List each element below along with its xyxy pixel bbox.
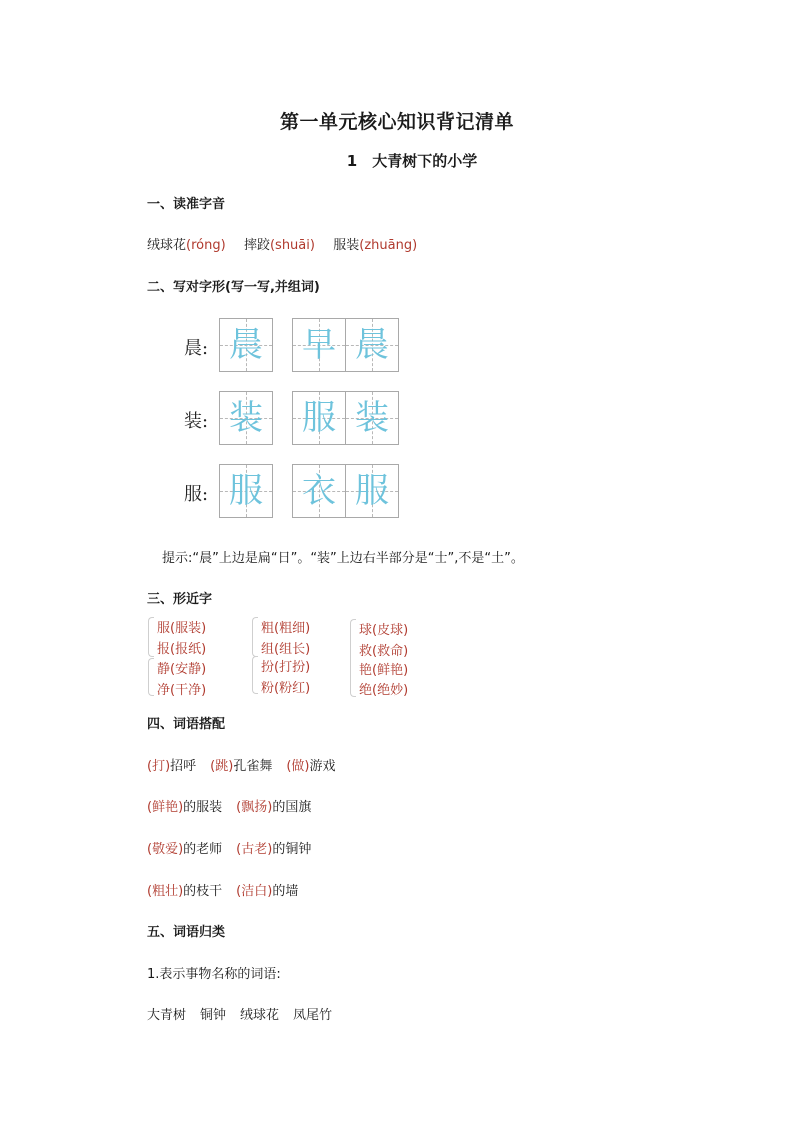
row-label: 晨: — [184, 338, 209, 359]
pinyin: (zhuāng) — [359, 238, 418, 253]
similar-char-item: 报(报纸) — [157, 642, 207, 657]
section-heading-writing: 二、写对字形(写一写,并组词) — [147, 280, 320, 295]
page-title: 第一单元核心知识背记清单 — [279, 111, 514, 133]
similar-char-item: 艳(鲜艳) — [359, 663, 409, 678]
word: 服装 — [333, 238, 360, 253]
pronunciation-line — [147, 234, 417, 253]
word-char: 早 — [302, 325, 336, 365]
pinyin: (shuāi) — [269, 238, 315, 253]
tianzige-box — [219, 391, 273, 445]
similar-char-item: 净(干净) — [157, 683, 207, 698]
tianzige-box — [345, 464, 399, 518]
noun-word: 大青树 — [147, 1008, 187, 1023]
classification-subtitle: 1.表示事物名称的词语: — [147, 967, 281, 982]
section-heading-classification: 五、词语归类 — [147, 925, 226, 940]
practice-char: 晨 — [229, 325, 263, 365]
row-label: 服: — [184, 484, 209, 505]
similar-char-item: 扮(打扮) — [261, 660, 311, 675]
tianzige-box — [345, 318, 399, 372]
practice-char: 装 — [229, 398, 263, 438]
word-char: 服 — [302, 398, 336, 438]
similar-char-item: 粉(粉红) — [261, 681, 311, 696]
similar-char-item: 服(服装) — [157, 621, 207, 636]
noun-word: 凤尾竹 — [293, 1008, 333, 1023]
word-char: 服 — [355, 471, 389, 511]
collocation-line: (粗壮)的枝干 (洁白)的墙 — [147, 884, 299, 899]
tianzige-box — [345, 391, 399, 445]
section-heading-collocation: 四、词语搭配 — [147, 717, 226, 732]
section-heading-similar-chars: 三、形近字 — [147, 592, 213, 607]
section-heading-pronunciation: 一、读准字音 — [147, 197, 226, 212]
tianzige-box — [292, 464, 346, 518]
tianzige-box — [292, 391, 346, 445]
similar-char-item: 静(安静) — [157, 662, 207, 677]
word-char: 晨 — [355, 325, 389, 365]
tianzige-box — [292, 318, 346, 372]
noun-word-list — [147, 1004, 332, 1023]
pinyin: (róng) — [186, 238, 226, 253]
tianzige-box — [219, 318, 273, 372]
collocation-line: (打)招呼 (跳)孔雀舞 (做)游戏 — [147, 759, 336, 774]
word-char: 装 — [355, 398, 389, 438]
noun-word: 绒球花 — [240, 1008, 280, 1023]
collocation-line: (鲜艳)的服装 (飘扬)的国旗 — [147, 800, 312, 815]
practice-char: 服 — [229, 471, 263, 511]
similar-char-item: 绝(绝妙) — [359, 683, 409, 698]
similar-char-item: 粗(粗细) — [261, 621, 311, 636]
word-char: 衣 — [302, 471, 336, 511]
lesson-title: 1 大青树下的小学 — [346, 152, 478, 170]
writing-tip: 提示:“晨”上边是扁“日”。“装”上边右半部分是“士”,不是“土”。 — [162, 551, 524, 566]
tianzige-box — [219, 464, 273, 518]
similar-char-item: 救(救命) — [359, 644, 409, 659]
row-label: 装: — [184, 411, 209, 432]
word: 绒球花 — [147, 238, 187, 253]
similar-char-item: 球(皮球) — [359, 623, 409, 638]
collocation-line: (敬爱)的老师 (古老)的铜钟 — [147, 842, 312, 857]
similar-char-item: 组(组长) — [261, 642, 311, 657]
word: 摔跤 — [243, 238, 270, 253]
noun-word: 铜钟 — [200, 1008, 227, 1023]
